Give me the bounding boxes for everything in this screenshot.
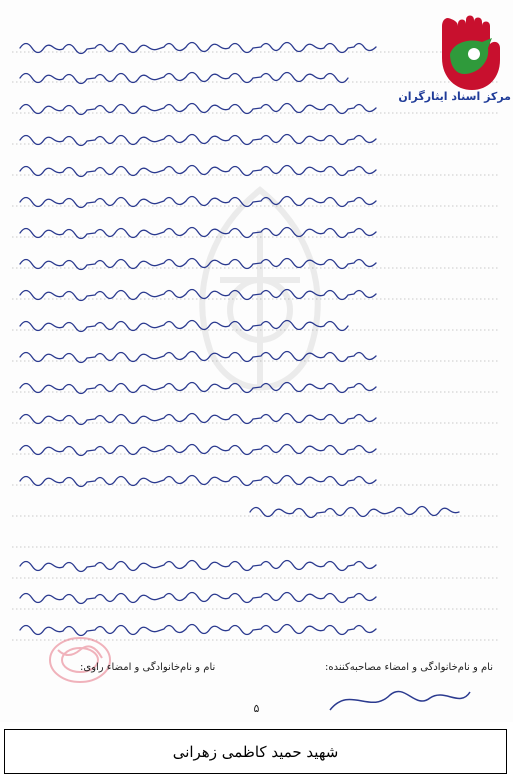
handwritten-line-5 — [20, 166, 376, 177]
handwritten-line-16 — [250, 507, 459, 518]
handwritten-line-12 — [20, 383, 376, 394]
page-number: ۵ — [253, 702, 260, 715]
logo-caption: مرکز اسناد ایثارگران — [398, 90, 511, 103]
handwritten-line-18 — [20, 593, 376, 604]
handwritten-line-14 — [20, 445, 376, 456]
handwritten-line-10 — [20, 321, 348, 332]
caption-box — [4, 729, 507, 774]
handwritten-line-4 — [20, 135, 376, 146]
handwritten-line-6 — [20, 197, 376, 208]
signature-labels — [80, 662, 493, 673]
handwritten-line-1 — [20, 43, 376, 54]
handwritten-line-2 — [20, 73, 348, 84]
handwritten-line-13 — [20, 414, 376, 425]
handwritten-line-17 — [20, 561, 376, 572]
handwritten-line-3 — [20, 104, 376, 115]
martyr-name-caption: شهید حمید کاظمی زهرانی — [172, 742, 339, 761]
stamp-icon — [40, 630, 120, 690]
narrator-signature-label: نام و نام‌خانوادگی و امضاء راوی: — [80, 662, 216, 673]
interviewer-signature-label: نام و نام‌خانوادگی و امضاء مصاحبه‌کننده: — [325, 662, 493, 673]
handwritten-line-7 — [20, 228, 376, 239]
handwritten-line-11 — [20, 352, 376, 363]
handwritten-line-15 — [20, 476, 376, 487]
handwritten-line-9 — [20, 290, 376, 301]
handwritten-line-8 — [20, 259, 376, 270]
